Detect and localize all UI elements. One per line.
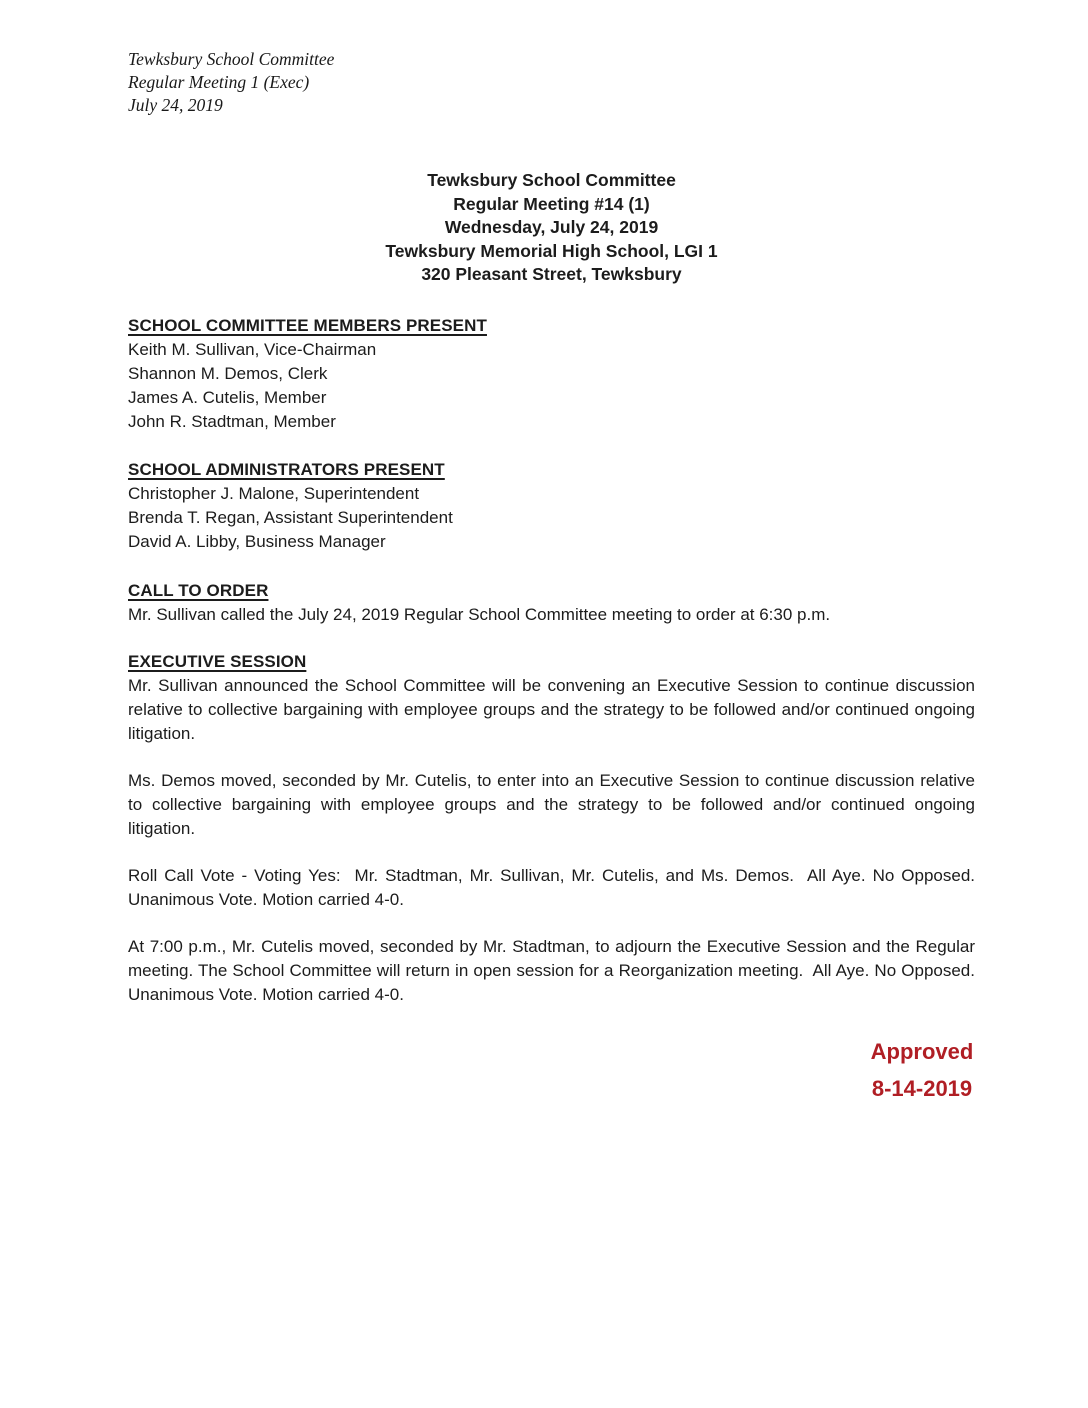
exec-paragraph-announcement: Mr. Sullivan announced the School Committee will be convening an Executive Session to continue discussion relative to collective bargaining with employee groups and the strategy to be followed and/or continued ongoing litigation. (128, 675, 980, 743)
section-administrators (128, 458, 975, 554)
member-line: Keith M. Sullivan, Vice-Chairman (128, 339, 377, 359)
page-header (128, 48, 975, 117)
member-line: John R. Stadtman, Member (128, 411, 336, 431)
exec-paragraph-adjourn: At 7:00 p.m., Mr. Cutelis moved, seconded by Mr. Stadtman, to adjourn the Executive Session and the Regular meeting. The School Committee will return in open session for a Reorganization meeting. All Aye. No Opposed. Unanimous Vote. Motion carried 4-0. (128, 936, 980, 1004)
approval-label: Approved (870, 1038, 974, 1064)
section-heading-members: SCHOOL COMMITTEE MEMBERS PRESENT (128, 315, 487, 335)
section-committee-members (128, 314, 975, 434)
admin-line: Christopher J. Malone, Superintendent (128, 483, 420, 503)
doc-title-block (128, 169, 975, 287)
admin-line: David A. Libby, Business Manager (128, 531, 386, 551)
call-to-order-paragraph: Mr. Sullivan called the July 24, 2019 Regular School Committee meeting to order at 6:30 p.m. (128, 604, 831, 624)
exec-paragraph-roll-call: Roll Call Vote - Voting Yes: Mr. Stadtman, Mr. Sullivan, Mr. Cutelis, and Ms. Demos. All Aye. No Opposed. Unanimous Vote. Motion carried 4-0. (128, 865, 980, 909)
header-line-1: Tewksbury School Committee (128, 49, 335, 69)
approval-date: 8-14-2019 (871, 1075, 973, 1101)
exec-paragraph-motion: Ms. Demos moved, seconded by Mr. Cutelis, to enter into an Executive Session to continue discussion relative to collective bargaining with employee groups and the strategy to be followed and/or continued ongoing litigation. (128, 770, 980, 838)
title-line-meeting: Regular Meeting #14 (1) (453, 193, 650, 214)
title-line-location: Tewksbury Memorial High School, LGI 1 (385, 240, 718, 261)
header-line-3: July 24, 2019 (128, 95, 223, 115)
admin-line: Brenda T. Regan, Assistant Superintendent (128, 507, 453, 527)
title-line-committee: Tewksbury School Committee (427, 170, 676, 190)
section-heading-call-to-order: CALL TO ORDER (128, 580, 269, 600)
section-call-to-order (128, 579, 975, 627)
member-line: Shannon M. Demos, Clerk (128, 363, 328, 383)
section-executive-session (128, 650, 980, 1007)
section-heading-admins: SCHOOL ADMINISTRATORS PRESENT (128, 459, 445, 479)
approval-stamp (857, 1033, 987, 1107)
member-line: James A. Cutelis, Member (128, 387, 327, 407)
title-line-date: Wednesday, July 24, 2019 (444, 217, 659, 237)
header-line-2: Regular Meeting 1 (Exec) (128, 72, 310, 92)
title-line-address: 320 Pleasant Street, Tewksbury (421, 264, 682, 284)
section-heading-executive-session: EXECUTIVE SESSION (128, 651, 307, 671)
